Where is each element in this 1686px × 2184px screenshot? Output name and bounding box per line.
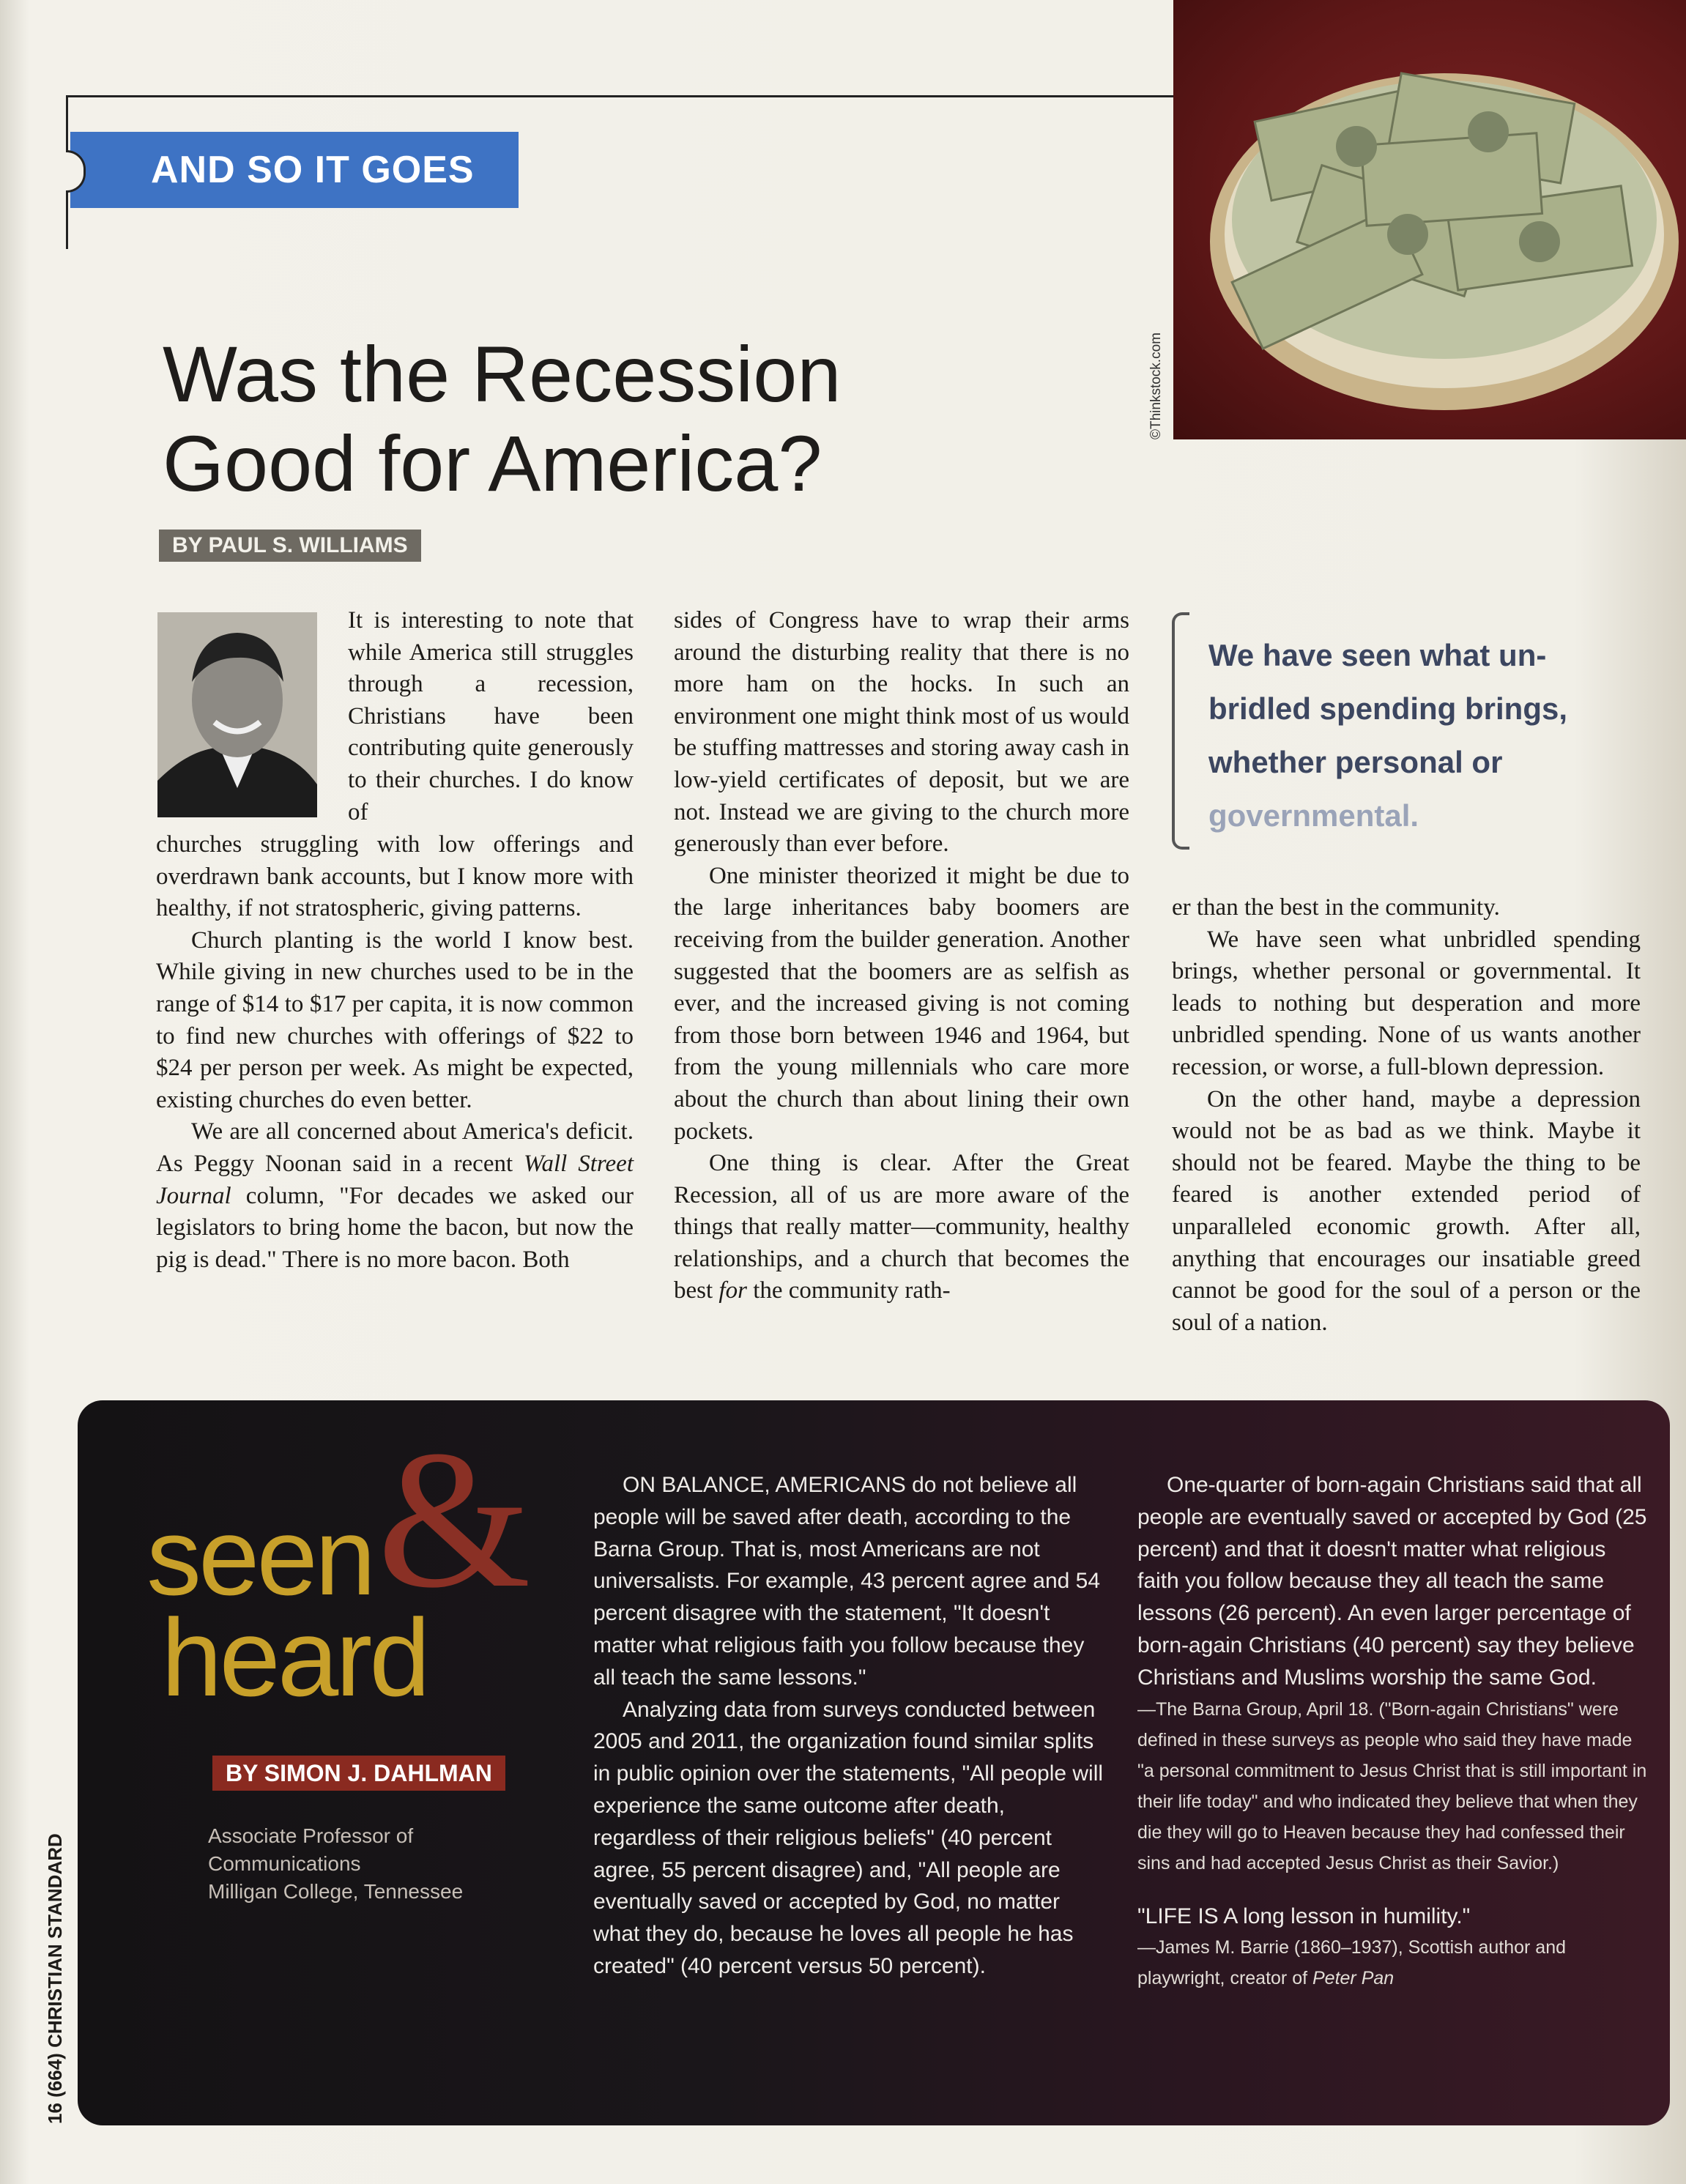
p5-italic: for — [718, 1277, 747, 1304]
seen-heard-paragraph-3: One-quarter of born-again Christians said that all people are eventually saved or accepted by God (25 percent) and that it doesn't matter what religious faith you follow because they all teach the same lessons (26 percent). An even larger percentage of born-again Christians (40 percent) say they believe Christians and Muslims worship the same God. — [1137, 1473, 1647, 1690]
page-folio: 16 (664) CHRISTIAN STANDARD — [44, 1833, 66, 2124]
money-plate-illustration — [1173, 0, 1686, 439]
seen-heard-column-2 — [1137, 1469, 1650, 1994]
photo-credit: ©Thinkstock.com — [1148, 333, 1164, 439]
article-paragraph-7: On the other hand, maybe a depression would not be as bad as we think. Maybe it should not be feared. Maybe the thing to be feared is another extended period of unparalleled economic growth. After all, anything that encourages our insatiable greed cannot be good for the soul of a person or the soul of a nation. — [1172, 1085, 1641, 1336]
headline — [163, 330, 968, 508]
barrie-attribution — [1137, 1932, 1650, 1994]
article-paragraph-1b: churches struggling with low offerings and overdrawn bank accounts, but I know more with healthy, if not stratospheric, giving patterns. — [156, 831, 634, 922]
c1p1-lead: ON BALANCE, AMERICANS — [623, 1473, 906, 1497]
article-paragraph-2: Church planting is the world I know best. While giving in new churches used to be in the range of $14 to $17 per capita, it is now common to find new churches with offerings of $22 to $24 per person per week. As might be expected, existing churches do even better. — [156, 926, 634, 1113]
seen-heard-byline: BY SIMON J. DAHLMAN — [212, 1756, 505, 1791]
author-photo — [157, 612, 317, 817]
author-role — [208, 1822, 530, 1906]
article-column-2 — [674, 605, 1129, 1307]
pullquote-line-2: bridled spending brings, — [1208, 691, 1568, 726]
article-paragraph-4: One minister theorized it might be due to the large inheritances baby boomers are receiving from the builder generation. Another suggested that the boomers are as selfish as ever, and the increased giving is not coming from those born between 1946 and 1964, but from the young millennials who care more about the church than about lining their own pockets. — [674, 862, 1129, 1145]
seen-heard-column-1 — [593, 1469, 1106, 1983]
c1p1-body: do not believe all people will be saved after death, according to the Barna Group. That is, most Americans are not universalists. For example, 43 percent agree and 54 percent disagree with the statement, "It doesn't matter what religious faith you follow because they all teach the same lessons." — [593, 1473, 1101, 1690]
section-label: AND SO IT GOES — [70, 132, 519, 208]
header-rule — [67, 95, 1181, 97]
p5-end: the community rath- — [753, 1277, 951, 1304]
pullquote — [1208, 628, 1626, 842]
article-paragraph-5 — [674, 1148, 1129, 1307]
quote-attr-italic: Peter Pan — [1312, 1968, 1395, 1989]
quote-attr-start: —James M. Barrie (1860–1937), Scottish author and playwright, creator of — [1137, 1937, 1567, 1989]
article-paragraph-3 — [156, 1116, 634, 1276]
p5-start: One thing is clear. After the Great Recession, all of us are more aware of the things that really matter—community, healthy relationships, and a church that becomes the best — [674, 1150, 1129, 1304]
barna-attribution: —The Barna Group, April 18. ("Born-again Christians" were defined in these surveys as people who said they have made "a personal commitment to Jesus Christ that is still important in their life today" and who indicated they believe that when they die they will go to Heaven because they had confessed their sins and had accepted Jesus Christ as their Savior.) — [1137, 1698, 1647, 1873]
quote-rest: long lesson in humility." — [1243, 1903, 1471, 1928]
article-paragraph-5-cont: er than the best in the community. — [1172, 894, 1500, 921]
article-paragraph-1a: It is interesting to note that while America still struggles through a recession, Christians have been contributing quite generously to their churches. I do know of — [348, 607, 634, 825]
seen-heard-paragraph-1 — [593, 1469, 1106, 1694]
logo-seen: seen — [146, 1495, 374, 1618]
quote-lead: "LIFE IS A — [1137, 1903, 1237, 1928]
article-column-1-top — [348, 605, 634, 828]
article-paragraph-6: We have seen what unbridled spending brings, whether personal or governmental. It leads to nothing but desperation and more unbridled spending. None of us wants another recession, or worse, a full-blown depression. — [1172, 926, 1641, 1080]
article-column-3 — [1172, 892, 1641, 1339]
author-role-line-2: Milligan College, Tennessee — [208, 1880, 464, 1903]
pullquote-line-4: governmental. — [1208, 798, 1419, 833]
pullquote-bracket — [1172, 612, 1189, 850]
pullquote-line-3: whether personal or — [1208, 745, 1503, 779]
seen-heard-paragraph-2: Analyzing data from surveys conducted between 2005 and 2011, the organization found similar splits in public opinion over the statements, "All people will experience the same outcome after death, regardless of their religious beliefs" (40 percent agree, 55 percent disagree) and, "All people are eventually saved or accepted by God, no matter what they do, because he loves all people he has created" (40 percent versus 50 percent). — [593, 1697, 1104, 1978]
logo-ampersand: & — [377, 1410, 532, 1629]
headline-line-1: Was the Recession — [163, 330, 842, 418]
byline: BY PAUL S. WILLIAMS — [159, 530, 421, 562]
author-role-line-1: Associate Professor of Communications — [208, 1824, 414, 1875]
barrie-quote — [1137, 1901, 1650, 1933]
article-paragraph-3-cont: sides of Congress have to wrap their arms around the disturbing reality that there is no more ham on the hocks. In such an environment one might think most of us would be stuffing mattresses and storing away cash in low-yield certificates of deposit, but we are not. Instead we are giving to the church more generously than ever before. — [674, 607, 1129, 858]
headline-line-2: Good for America? — [163, 419, 822, 508]
pullquote-line-1: We have seen what un- — [1208, 638, 1547, 672]
p3-end: column, "For decades we asked our legislators to bring home the bacon, but now the pig is dead." There is no more bacon. Both — [156, 1182, 634, 1273]
p3-italic: Wall Street Journal — [156, 1150, 634, 1209]
money-plate-photo — [1173, 0, 1686, 439]
p3-start: We are all concerned about America's deficit. As Peggy Noonan said in a recent — [156, 1118, 634, 1177]
article-column-1 — [156, 829, 634, 1276]
author-portrait — [157, 612, 317, 817]
logo-heard: heard — [161, 1596, 428, 1719]
